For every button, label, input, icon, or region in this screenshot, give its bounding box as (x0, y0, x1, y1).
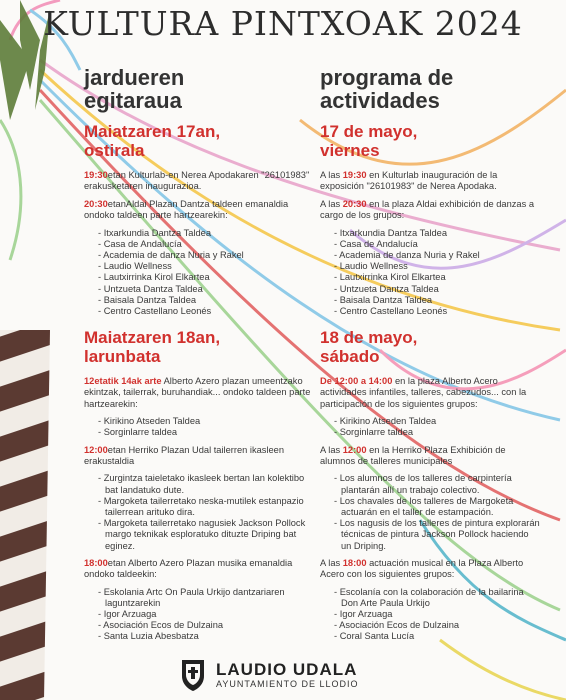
event-text: etan Herriko Plazan Udal tailerren ikasleen erakustaldia (84, 444, 284, 467)
basque-heading-line-1: jardueren (84, 65, 185, 90)
basque-day-1-heading (84, 122, 312, 160)
event-text: en la plaza Alberto Acero actividades infantiles, talleres, cabezudos... con la participación de los siguientes grupos: (320, 376, 527, 409)
event-prefix: A las (320, 557, 343, 568)
spanish-day-1-event-2 (320, 199, 540, 222)
spanish-day-2 (320, 328, 540, 649)
spanish-day-1-weekday: viernes (320, 141, 380, 160)
spanish-day-2-workshops (320, 473, 540, 551)
list-item: - Escolanía con la colaboración de la bailarina Don Arte Paula Urkijo (334, 587, 540, 609)
list-item: - Academia de danza Nuria y Rakel (98, 250, 312, 261)
list-item: - Untzueta Dantza Taldea (334, 284, 540, 295)
spanish-day-1-groups (320, 228, 540, 318)
event-time: 12etatik 14ak arte (84, 376, 162, 386)
event-prefix: A las (320, 444, 343, 455)
footer-subtitle: AYUNTAMIENTO DE LLODIO (216, 678, 359, 689)
page-title: KULTURA PINTXOAK 2024 (43, 4, 523, 43)
event-time: 18:00 (342, 557, 367, 568)
list-item: - Baisala Dantza Taldea (334, 295, 540, 306)
list-item: - Itxarkundia Dantza Taldea (334, 228, 540, 239)
list-item: - Zurgintza taieletako ikasleek bertan lan kolektibo bat landatuko dute. (98, 473, 312, 495)
list-item: - Lautxirrinka Kirol Elkartea (98, 272, 312, 283)
list-item: - Centro Castellano Leonés (98, 306, 312, 317)
event-time: 19:30 (84, 170, 108, 180)
basque-heading (84, 66, 312, 112)
list-item: - Santa Luzia Abesbatza (98, 631, 312, 642)
event-text: Alberto Azero plazan umeentzako ekintzak, tailerrak, buruhandiak... ondoko taldeen parte hartzearekin: (84, 376, 311, 409)
list-item: - Lautxirrinka Kirol Elkartea (334, 272, 540, 283)
basque-day-1-groups (84, 228, 312, 318)
list-item: - Margoketa tailerretako neska-mutilek estanpazio tailerrean arituko dira. (98, 496, 312, 518)
list-item: - Centro Castellano Leonés (334, 306, 540, 317)
basque-day-1-weekday: ostirala (84, 141, 145, 160)
basque-day-2-event-2 (84, 445, 312, 468)
event-text: etan Kulturlab-en Nerea Apodakaren "26101983" erakusketaren inaugurazioa. (84, 170, 310, 192)
list-item: - Margoketa tailerretako nagusiek Jackson Pollock margo teknikak esploratuko dituzte Driping bat eginez. (98, 518, 312, 552)
list-item: - Academia de danza Nuria y Rakel (334, 250, 540, 261)
list-item: - Laudio Wellness (334, 261, 540, 272)
spanish-day-2-heading (320, 328, 540, 366)
basque-day-2-weekday: larunbata (84, 347, 161, 366)
list-item: - Igor Arzuaga (98, 609, 312, 620)
list-item: - Los alumnos de los talleres de carpintería plantarán allí un trabajo colectivo. (334, 473, 540, 495)
event-text: en la plaza Aldai exhibición de danzas a cargo de los grupos: (320, 198, 534, 221)
basque-day-2-groups-1 (84, 416, 312, 438)
footer-text (216, 661, 359, 690)
event-time: De 12:00 a 14:00 (320, 376, 393, 386)
spanish-day-1-heading (320, 122, 540, 160)
basque-day-2-heading (84, 328, 312, 366)
event-text: en la Herriko Plaza Exhibición de alumnos de talleres municipales (320, 444, 506, 467)
list-item: - Casa de Andalucía (98, 239, 312, 250)
basque-day-2-date: Maiatzaren 18an, (84, 328, 221, 347)
list-item: - Baisala Dantza Taldea (98, 295, 312, 306)
list-item: - Untzueta Dantza Taldea (98, 284, 312, 295)
spanish-column (320, 65, 540, 642)
spanish-day-1 (320, 122, 540, 317)
list-item: - Los nagusis de los talleres de pintura explorarán técnicas de pintura Jackson Pollock haciendo un Driping. (334, 518, 540, 552)
footer-title: LAUDIO UDALA (216, 659, 358, 679)
event-prefix: A las (320, 170, 343, 180)
list-item: - Kirikino Atseden Taldea (334, 416, 540, 427)
list-item: - Kirikino Atseden Taldea (98, 416, 312, 427)
basque-day-1-event-1 (84, 170, 312, 193)
list-item: - Laudio Wellness (98, 261, 312, 272)
basque-day-2-event-1 (84, 376, 312, 410)
event-time: 12:00 (84, 444, 108, 455)
list-item: - Los chavales de los talleres de Margoketa actuarán en el taller de estampación. (334, 496, 540, 518)
event-text: en Kulturlab inauguración de la exposición "26101983" de Nerea Apodaka. (320, 170, 498, 192)
spanish-day-1-date: 17 de mayo, (320, 122, 418, 141)
basque-day-1-event-2 (84, 199, 312, 222)
basque-day-1-date: Maiatzaren 17an, (84, 122, 221, 141)
event-prefix: A las (320, 198, 343, 209)
spanish-day-2-date: 18 de mayo, (320, 328, 418, 347)
list-item: - Asociación Ecos de Dulzaina (334, 620, 540, 631)
event-text: etanAldai Plazan Dantza taldeen emanaldia ondoko taldeen parte hartzearekin: (84, 198, 289, 221)
basque-day-2-groups-2 (84, 587, 312, 643)
spanish-day-1-event-1 (320, 170, 540, 193)
list-item: - Casa de Andalucía (334, 239, 540, 250)
basque-day-2 (84, 328, 312, 649)
spanish-heading-line-1: programa de (320, 65, 454, 90)
list-item: - Eskolania Artc On Paula Urkijo dantzariaren laguntzarekin (98, 587, 312, 609)
event-time: 19:30 (342, 170, 367, 180)
basque-heading-line-2: egitaraua (84, 88, 182, 113)
spanish-day-2-weekday: sábado (320, 347, 380, 366)
spanish-day-2-event-1 (320, 376, 540, 410)
list-item: - Igor Arzuaga (334, 609, 540, 620)
event-time: 18:00 (84, 557, 108, 568)
list-item: - Itxarkundia Dantza Taldea (98, 228, 312, 239)
basque-day-2-event-3 (84, 558, 312, 581)
list-item: - Coral Santa Lucía (334, 631, 540, 642)
footer (180, 658, 359, 692)
list-item: - Asociación Ecos de Dulzaina (98, 620, 312, 631)
spanish-day-2-event-3 (320, 558, 540, 581)
spanish-day-2-groups-1 (320, 416, 540, 438)
maypole (0, 320, 50, 700)
event-time: 20:30 (342, 198, 367, 209)
basque-column (84, 65, 312, 642)
spanish-heading (320, 66, 540, 112)
spanish-day-2-groups-2 (320, 587, 540, 643)
coat-of-arms-icon (180, 658, 206, 692)
basque-day-2-workshops (84, 473, 312, 551)
event-text: actuación musical en la Plaza Alberto Acero con los siguientes grupos: (320, 557, 524, 580)
list-item: - Sorginlarre taldea (334, 427, 540, 438)
event-time: 12:00 (342, 444, 367, 455)
event-text: etan Alberto Azero Plazan musika emanaldia ondoko taldeekin: (84, 557, 293, 580)
spanish-heading-line-2: actividades (320, 88, 440, 113)
spanish-day-2-event-2 (320, 445, 540, 468)
event-time: 20:30 (84, 198, 108, 209)
list-item: - Sorginlarre taldea (98, 427, 312, 438)
basque-day-1 (84, 122, 312, 317)
